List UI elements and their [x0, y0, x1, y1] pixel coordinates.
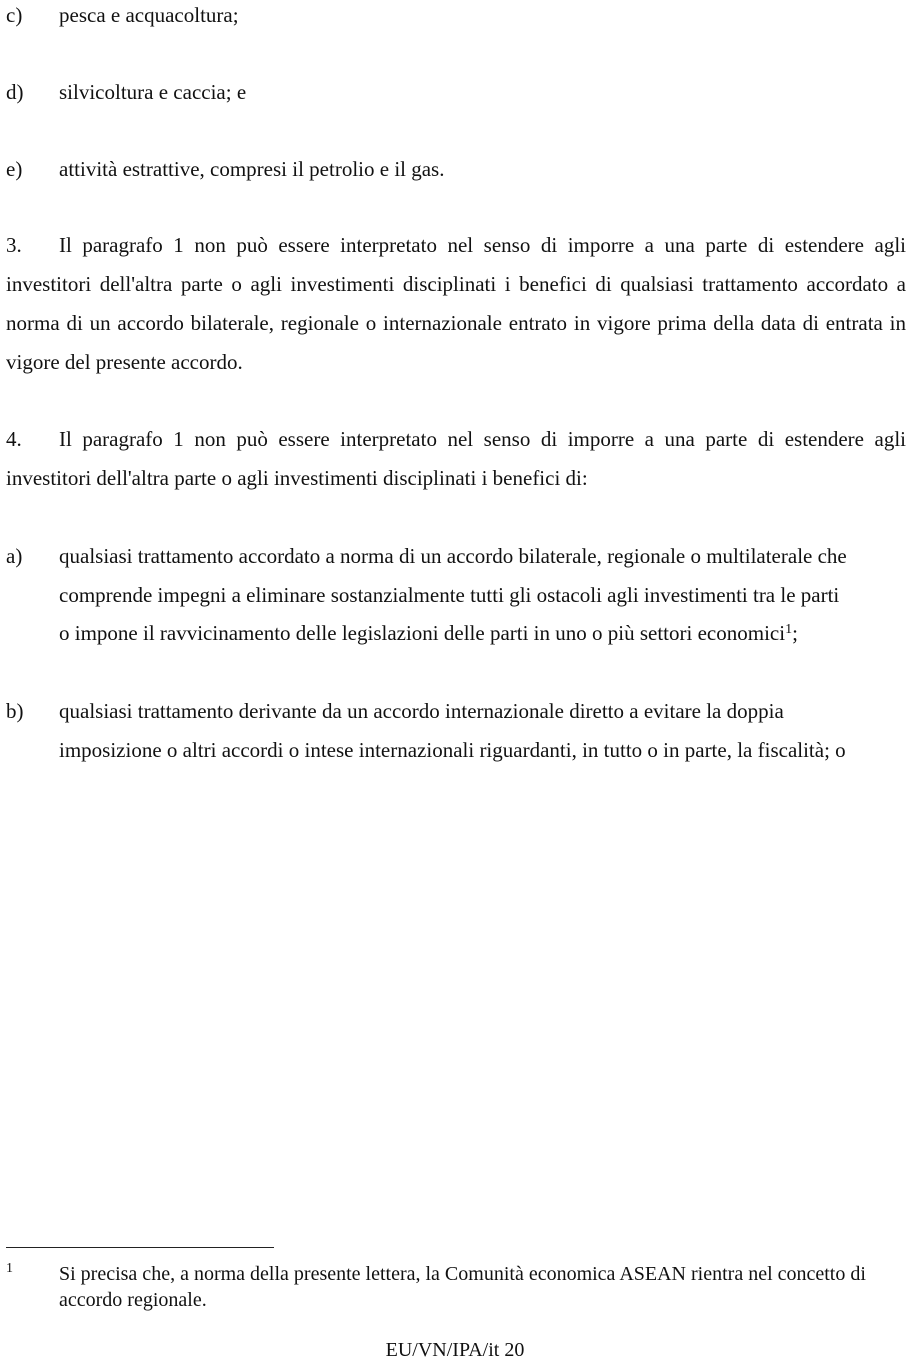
item-a-line-2: comprende impegni a eliminare sostanzialmente tutti gli ostacoli agli investimenti tra le parti	[59, 583, 840, 607]
paragraph-4-text: Il paragrafo 1 non può essere interpretato nel senso di imporre a una parte di estendere agli investitori dell'altra parte o agli investimenti disciplinati i benefici di:	[6, 427, 906, 490]
item-label-e: e)	[6, 157, 23, 181]
footnote-text: Si precisa che, a norma della presente lettera, la Comunità economica ASEAN rientra nel concetto di accordo regionale.	[59, 1263, 866, 1311]
item-b-line-2: imposizione o altri accordi o intese internazionali riguardanti, in tutto o in parte, la fiscalità; o	[59, 738, 846, 762]
paragraph-4	[6, 420, 906, 498]
paragraph-3	[6, 226, 906, 382]
item-label-d: d)	[6, 80, 24, 104]
item-text-e: attività estrattive, compresi il petrolio e il gas.	[59, 157, 445, 181]
item-a-line-3	[59, 620, 798, 646]
footnote-reference[interactable]: 1	[785, 622, 793, 637]
paragraph-3-number: 3.	[6, 233, 22, 257]
item-a-line-3-tail: ;	[792, 621, 798, 645]
item-a-line-1: qualsiasi trattamento accordato a norma di un accordo bilaterale, regionale o multilaterale che	[59, 544, 847, 568]
item-b-line-1: qualsiasi trattamento derivante da un accordo internazionale diretto a evitare la doppia	[59, 699, 784, 723]
paragraph-4-number: 4.	[6, 427, 22, 451]
footnote-separator	[6, 1247, 274, 1248]
item-label-c: c)	[6, 3, 23, 27]
item-text-c: pesca e acquacoltura;	[59, 3, 239, 27]
item-label-a: a)	[6, 544, 23, 568]
item-text-d: silvicoltura e caccia; e	[59, 80, 247, 104]
item-a-line-3-text: o impone il ravvicinamento delle legislazioni delle parti in uno o più settori economici	[59, 621, 786, 645]
item-label-b: b)	[6, 699, 24, 723]
paragraph-3-text: Il paragrafo 1 non può essere interpretato nel senso di imporre a una parte di estendere agli investitori dell'altra parte o agli investimenti disciplinati i benefici di qualsiasi trattamento accordato a norma di un accordo bilaterale, regionale o internazionale entrato in vigore prima della data di entrata in vigore del presente accordo.	[6, 233, 906, 374]
page-footer-reference: EU/VN/IPA/it 20	[385, 1339, 525, 1361]
footnote-mark: 1	[6, 1261, 13, 1276]
